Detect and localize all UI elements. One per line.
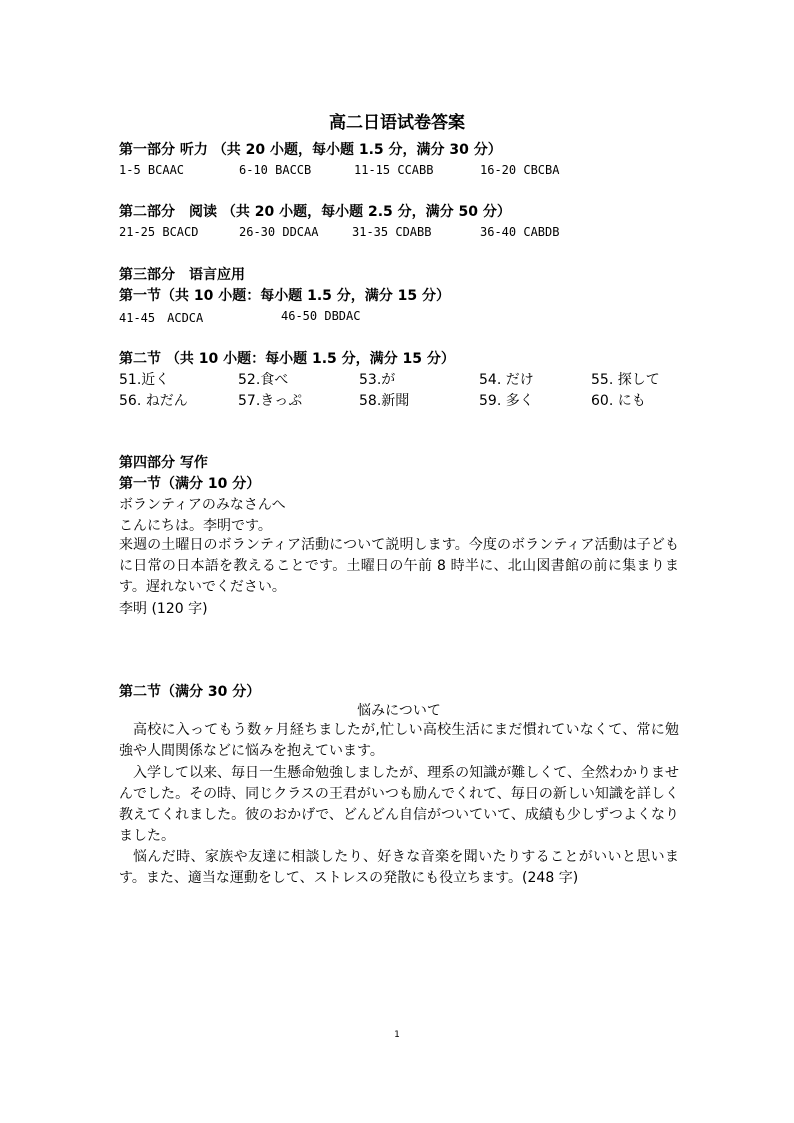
part3-heading: 第三部分 语言应用 (119, 267, 245, 283)
letter-intro: こんにちは。李明です。 (119, 518, 272, 534)
fill-answer: 52.食べ (238, 372, 289, 388)
fill-answer: 53.が (359, 372, 396, 388)
letter-signature: 李明 (120 字) (119, 601, 208, 617)
page-number: 1 (394, 1030, 400, 1040)
answer-group: 21-25 BCACD (119, 225, 199, 239)
answer-group: 26-30 DDCAA (239, 225, 319, 239)
fill-answer: 59. 多く (479, 393, 534, 409)
fill-answer: 60. にも (591, 393, 646, 409)
part2-heading: 第二部分 阅读 （共 20 小题，每小题 2.5 分，满分 50 分） (119, 204, 511, 220)
fill-answer: 57.きっぷ (238, 393, 303, 409)
part4-section2-heading: 第二节（满分 30 分） (119, 684, 261, 700)
answer-group: 11-15 CCABB (354, 163, 434, 177)
page-title: 高二日语试卷答案 (329, 113, 465, 133)
fill-answer: 55. 探して (591, 372, 660, 388)
essay-paragraph: 入学して以来、毎日一生懸命勉強しましたが、理系の知識が難しくて、全然わかりませんでした。その時、同じクラスの王君がいつも励んでくれて、毎日の新しい知識を詳しく教えてくれました。彼のおかげで、どんどん自信がついていて、成績も少しずつよくなりました。 (119, 765, 679, 844)
answer-group: 16-20 CBCBA (480, 163, 560, 177)
answer-group: 6-10 BACCB (239, 163, 312, 177)
fill-answer: 56. ねだん (119, 393, 188, 409)
fill-answer: 54. だけ (479, 372, 534, 388)
essay-paragraph: 悩んだ時、家族や友達に相談したり、好きな音楽を聞いたりすることがいいと思います。また、適当な運動をして、ストレスの発散にも役立ちます。(248 字) (119, 849, 679, 886)
answer-group: 1-5 BCAAC (119, 163, 185, 177)
answer-group: 31-35 CDABB (352, 225, 432, 239)
answer-group: 36-40 CABDB (480, 225, 560, 239)
fill-answer: 51.近く (119, 372, 170, 388)
part1-heading: 第一部分 听力 （共 20 小题，每小题 1.5 分，满分 30 分） (119, 142, 502, 158)
part4-section1-heading: 第一节（满分 10 分） (119, 476, 261, 492)
essay-paragraph: 高校に入ってもう数ヶ月経ちましたが,忙しい高校生活にまだ慣れていなくて、常に勉強や人間関係などに悩みを抱えています。 (119, 722, 679, 759)
fill-answer: 58.新聞 (359, 393, 410, 409)
letter-greeting: ボランティアのみなさんへ (119, 497, 286, 513)
essay-title: 悩みについて (357, 703, 441, 719)
part4-heading: 第四部分 写作 (119, 455, 208, 471)
part3-section1-heading: 第一节（共 10 小题：每小题 1.5 分，满分 15 分） (119, 288, 451, 304)
answer-group: 46-50 DBDAC (281, 309, 361, 323)
letter-body: 来週の土曜日のボランティア活動について説明します。今度のボランティア活動は子どもに日常の日本語を教えることです。土曜日の午前 8 時半に、北山図書館の前に集まります。遅れないでください。 (119, 537, 679, 595)
answer-group: 41-45 ACDCA (119, 311, 204, 325)
part3-section2-heading: 第二节 （共 10 小题：每小题 1.5 分，满分 15 分） (119, 351, 455, 367)
